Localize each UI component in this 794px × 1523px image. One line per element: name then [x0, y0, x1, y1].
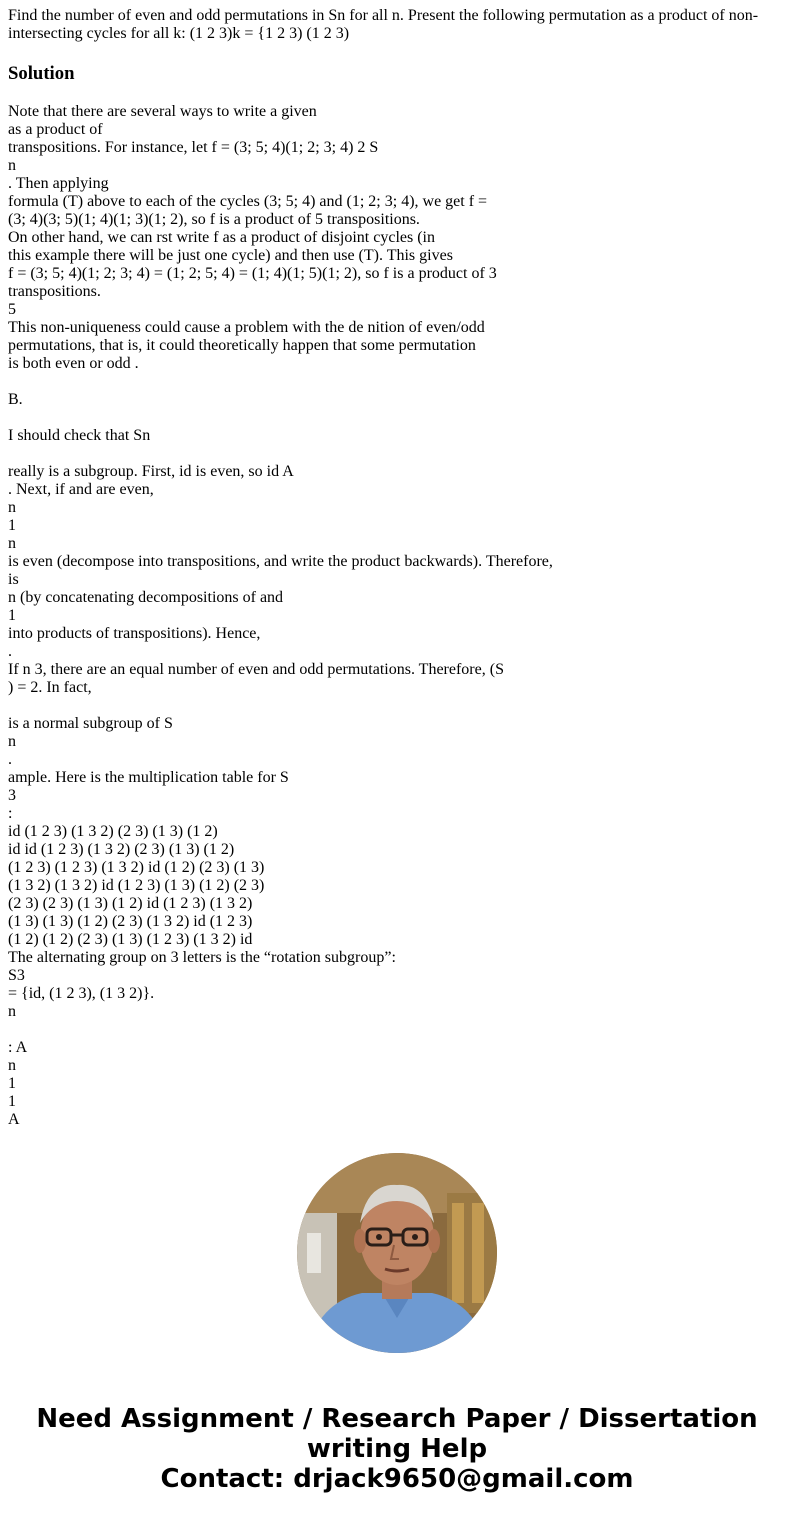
solution-line: formula (T) above to each of the cycles (3; 5; 4) and (1; 2; 3; 4), we get f = [8, 193, 488, 210]
solution-line: n [8, 157, 16, 174]
solution-line: is both even or odd . [8, 355, 139, 372]
solution-line: 1 [8, 1075, 16, 1092]
solution-line: (1 2) (1 2) (2 3) (1 3) (1 2 3) (1 3 2) id [8, 931, 253, 948]
solution-line: transpositions. [8, 283, 101, 300]
solution-line: (1 3) (1 3) (1 2) (2 3) (1 3 2) id (1 2 3) [8, 913, 253, 930]
solution-line: If n 3, there are an equal number of even and odd permutations. Therefore, (S [8, 661, 504, 678]
solution-line: . Next, if and are even, [8, 481, 154, 498]
question-text: Find the number of even and odd permutations in Sn for all n. Present the following permutation as a product of non-intersecting cycles for all k: (1 2 3)k = {1 2 3) (1 2 3) [8, 7, 759, 42]
solution-line: B. [8, 391, 23, 408]
solution-line: n (by concatenating decompositions of and [8, 589, 284, 606]
solution-line: n [8, 499, 16, 516]
solution-line: 1 [8, 1093, 16, 1110]
solution-line: n [8, 535, 16, 552]
solution-line: The alternating group on 3 letters is the “rotation subgroup”: [8, 949, 396, 966]
solution-line: n [8, 1057, 16, 1074]
solution-line: (1 2 3) (1 2 3) (1 3 2) id (1 2) (2 3) (1 3) [8, 859, 265, 876]
solution-line: . Then applying [8, 175, 109, 192]
solution-line: 3 [8, 787, 16, 804]
solution-line: really is a subgroup. First, id is even, so id A [8, 463, 294, 480]
solution-line [8, 373, 778, 391]
solution-heading: Solution [8, 63, 75, 84]
solution-line [8, 697, 778, 715]
solution-line: On other hand, we can rst write f as a product of disjoint cycles (in [8, 229, 435, 246]
solution-line: id (1 2 3) (1 3 2) (2 3) (1 3) (1 2) [8, 823, 218, 840]
solution-line [8, 409, 778, 427]
solution-line: n [8, 1003, 16, 1020]
solution-line: id id (1 2 3) (1 3 2) (2 3) (1 3) (1 2) [8, 841, 235, 858]
solution-line: : [8, 805, 13, 822]
solution-line: This non-uniqueness could cause a problem with the de nition of even/odd [8, 319, 485, 336]
solution-line: 1 [8, 517, 16, 534]
solution-line: 5 [8, 301, 16, 318]
solution-line: 1 [8, 607, 16, 624]
solution-line: ) = 2. In fact, [8, 679, 92, 696]
solution-line: (1 3 2) (1 3 2) id (1 2 3) (1 3) (1 2) (2 3) [8, 877, 265, 894]
promo-banner [0, 1404, 794, 1494]
solution-line: n [8, 733, 16, 750]
solution-line: transpositions. For instance, let f = (3; 5; 4)(1; 2; 3; 4) 2 S [8, 139, 379, 156]
promo-line-2: writing Help [306, 1434, 488, 1464]
solution-line: = {id, (1 2 3), (1 3 2)}. [8, 985, 155, 1002]
solution-line: permutations, that is, it could theoretically happen that some permutation [8, 337, 476, 354]
solution-body [8, 103, 778, 1129]
solution-line: . [8, 643, 12, 660]
solution-line: A [8, 1111, 20, 1128]
solution-line: as a product of [8, 121, 103, 138]
solution-line: is [8, 571, 19, 588]
promo-contact: Contact: drjack9650@gmail.com [160, 1464, 634, 1494]
solution-line [8, 1021, 778, 1039]
solution-line: is even (decompose into transpositions, and write the product backwards). Therefore, [8, 553, 553, 570]
solution-line: : A [8, 1039, 28, 1056]
solution-line: (3; 4)(3; 5)(1; 4)(1; 3)(1; 2), so f is a product of 5 transpositions. [8, 211, 420, 228]
solution-line: this example there will be just one cycle) and then use (T). This gives [8, 247, 453, 264]
solution-line: is a normal subgroup of S [8, 715, 173, 732]
solution-line: I should check that Sn [8, 427, 151, 444]
solution-line: (2 3) (2 3) (1 3) (1 2) id (1 2 3) (1 3 2) [8, 895, 253, 912]
solution-line: S3 [8, 967, 25, 984]
solution-line: f = (3; 5; 4)(1; 2; 3; 4) = (1; 2; 5; 4) = (1; 4)(1; 5)(1; 2), so f is a product of 3 [8, 265, 497, 282]
solution-line: . [8, 751, 12, 768]
solution-line: Note that there are several ways to write a given [8, 103, 317, 120]
solution-line: ample. Here is the multiplication table for S [8, 769, 289, 786]
solution-line: into products of transpositions). Hence, [8, 625, 261, 642]
promo-line-1: Need Assignment / Research Paper / Dissertation [36, 1404, 758, 1434]
solution-line [8, 445, 778, 463]
avatar [297, 1153, 497, 1353]
